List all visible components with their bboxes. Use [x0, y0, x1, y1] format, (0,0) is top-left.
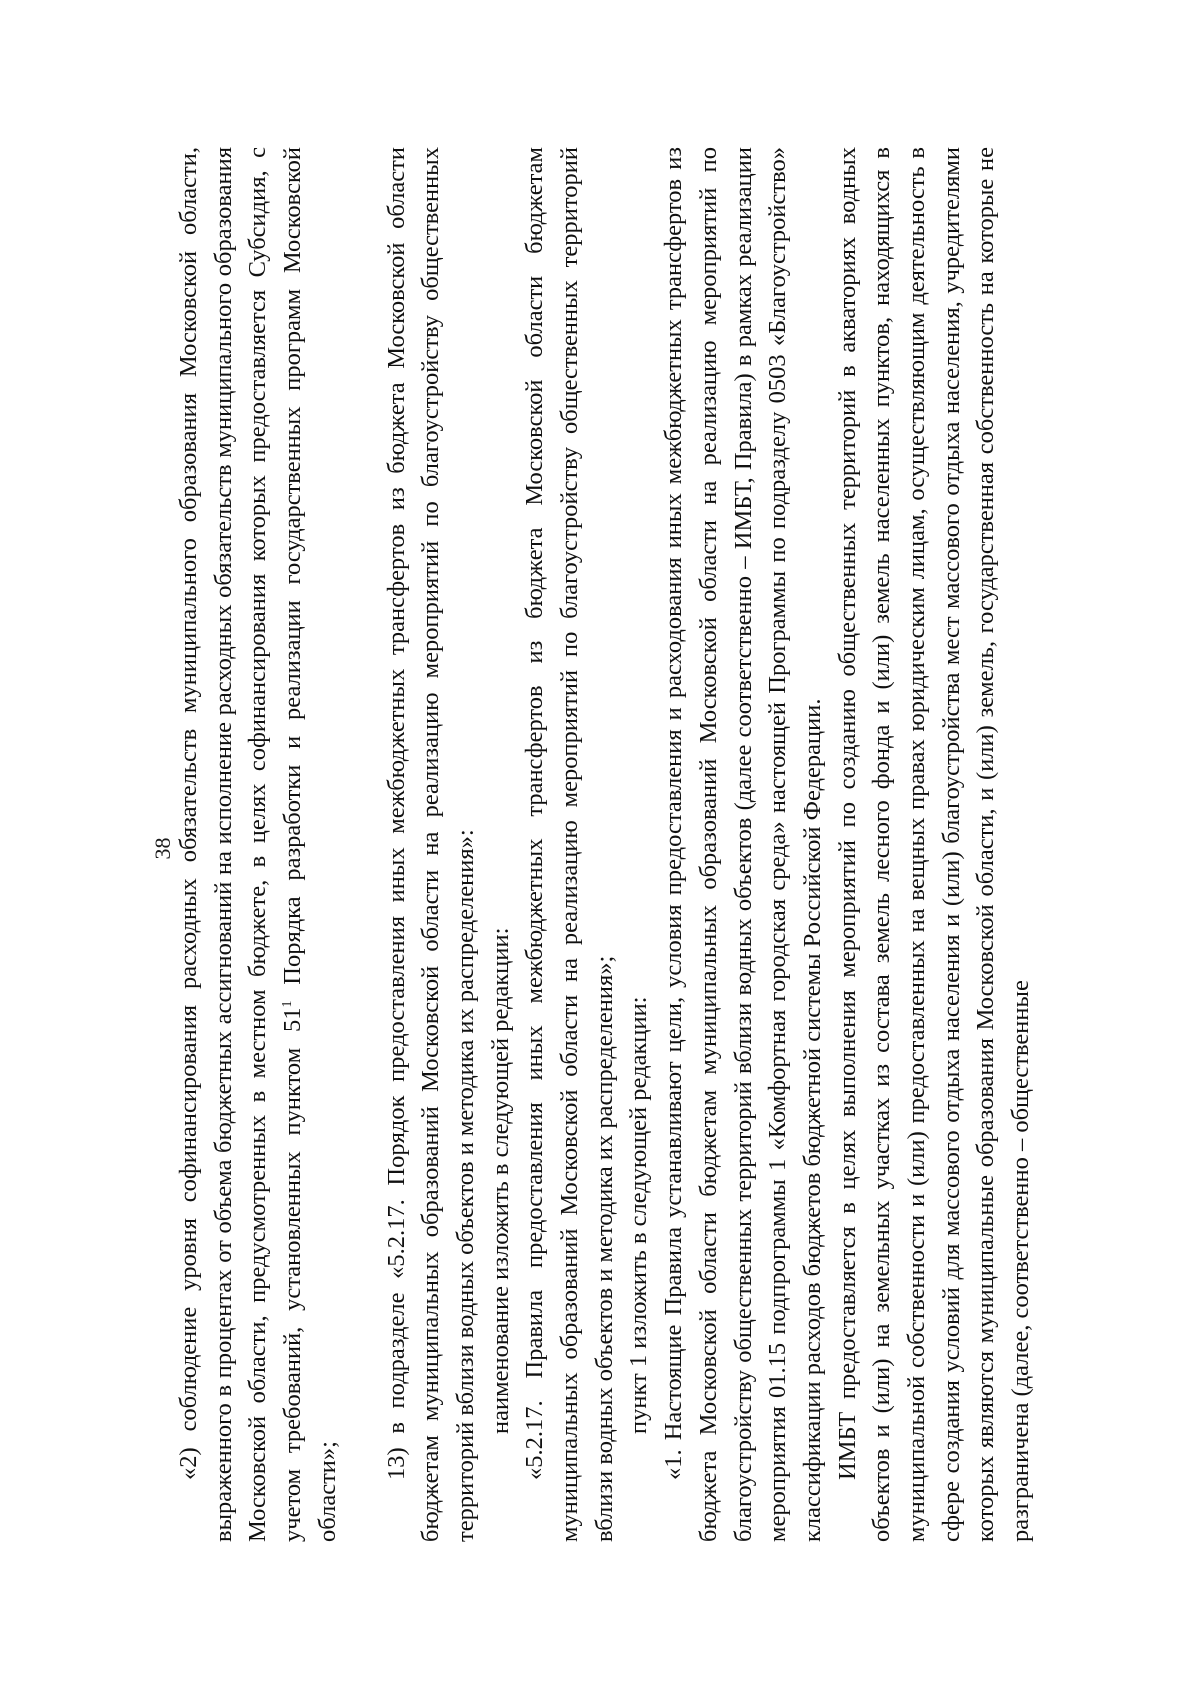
- paragraph-1: [172, 147, 346, 1542]
- paragraph-3: наименование изложить в следующей редакции:: [486, 927, 514, 1434]
- document-body: [172, 147, 1039, 1542]
- superscript: 1: [279, 1000, 295, 1008]
- paragraph-1-tail: Порядка разработки и реализации государственных программ Московской области»;: [279, 147, 341, 1542]
- paragraph-1-text: «2) соблюдение уровня софинансирования расходных обязательств муниципального образования Московской области, выраженного в процентах от объема бюджетных ассигнований на исполнение расходных обязательств муниципального образования Московской области, предусмотренных в местном бюджете, в целях софинансирования которых предоставляется Субсидия, с учетом требований, установленных пунктом 51: [175, 147, 307, 1542]
- paragraph-5: пункт 1 изложить в следующей редакции:: [625, 996, 653, 1434]
- paragraph-7: ИМБТ предоставляется в целях выполнения мероприятий по созданию общественных территорий в акваториях водных объектов и (или) на земельных участках из состава земель лесного фонда и (или) земель населенных пунктов, находящихся в муниципальной собственности и (или) предоставленных на вещных правах юридическим лицам, осуществляющим деятельность в сфере создания условий для массового отдыха населения и (или) благоустройства мест массового отдыха населения, учредителями которых являются муниципальные образования Московской области, и (или) земель, государственная собственность на которые не разграничена (далее, соответственно – общественные: [833, 147, 1035, 1542]
- paragraph-4: «5.2.17. Правила предоставления иных межбюджетных трансфертов из бюджета Московской области бюджетам муниципальных образований Московской области на реализацию мероприятий по благоустройству общественных территорий вблизи водных объектов и методика их распределения»;: [521, 147, 618, 1542]
- page-number: 38: [150, 837, 175, 860]
- paragraph-6: «1. Настоящие Правила устанавливают цели, условия предоставления и расходования иных межбюджетных трансфертов из бюджета Московской области бюджетам муниципальных образований Московской области на реализацию мероприятий по благоустройству общественных территорий вблизи водных объектов (далее соответственно – ИМБТ, Правила) в рамках реализации мероприятия 01.15 подпрограммы 1 «Комфортная городская среда» настоящей Программы по подразделу 0503 «Благоустройство» классификации расходов бюджетов бюджетной системы Российской Федерации.: [660, 147, 826, 1542]
- paragraph-2: 13) в подразделе «5.2.17. Порядок предоставления иных межбюджетных трансфертов из бюджета Московской области бюджетам муниципальных образований Московской области на реализацию мероприятий по благоустройству общественных территорий вблизи водных объектов и методика их распределения»:: [382, 147, 479, 1542]
